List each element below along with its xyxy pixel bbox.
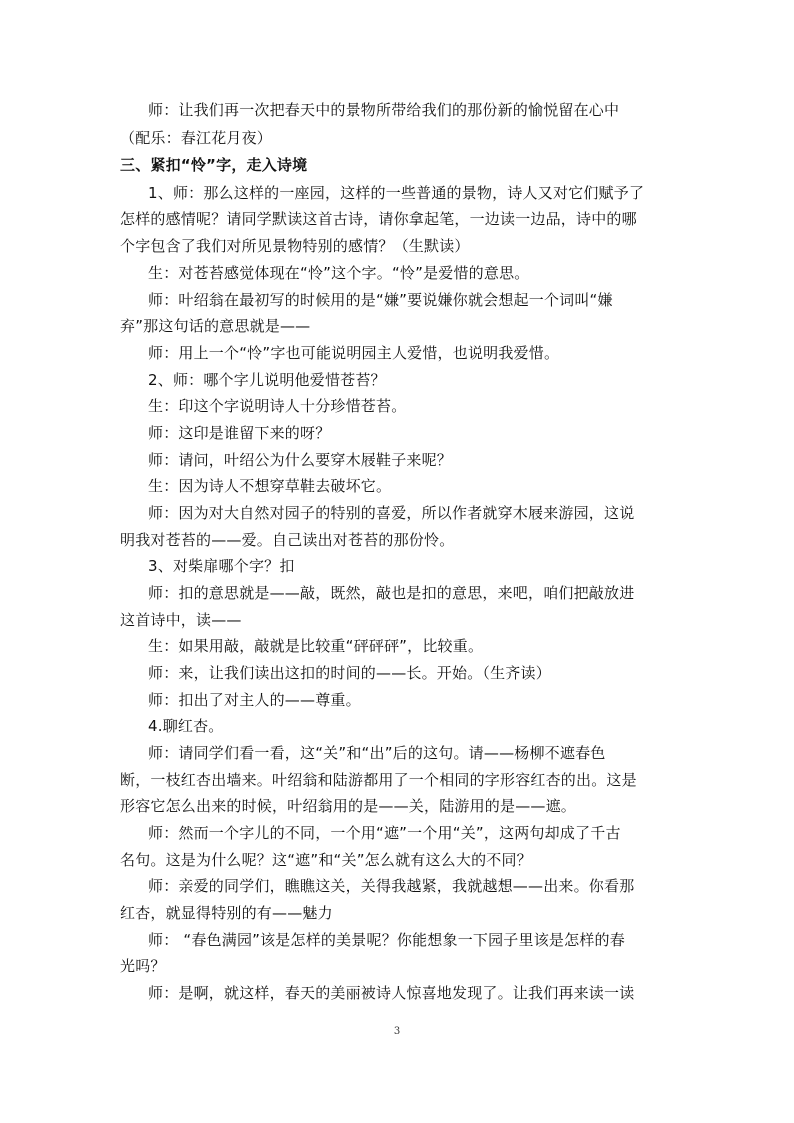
- text-line: 名句。这是为什么呢？这“遮”和“关”怎么就有这么大的不同？: [120, 851, 532, 869]
- section-heading: 三、紧扣“怜”字，走入诗境: [120, 156, 308, 174]
- text-line: 4.聊红杏。: [148, 717, 224, 735]
- text-line: 断，一枝红杏出墙来。叶绍翁和陆游都用了一个相同的字形容红杏的出。这是: [120, 771, 637, 789]
- text-line: （配乐：春江花月夜）: [120, 129, 273, 147]
- text-line: 师：扣的意思就是——敲，既然，敲也是扣的意思，来吧，咱们把敲放进: [148, 584, 635, 602]
- text-line: 3、对柴扉哪个字？扣: [148, 557, 295, 575]
- text-line: 师：是啊，就这样，春天的美丽被诗人惊喜地发现了。让我们再来读一读: [148, 984, 635, 1002]
- text-line: 生：对苍苔感觉体现在“怜”这个字。“怜”是爱惜的意思。: [148, 264, 530, 282]
- text-line: 师：让我们再一次把春天中的景物所带给我们的那份新的愉悦留在心中: [148, 101, 620, 119]
- text-line: 红杏，就显得特别的有——魅力: [120, 904, 333, 922]
- text-line: 师：用上一个“怜”字也可能说明园主人爱惜，也说明我爱惜。: [148, 344, 560, 362]
- text-line: 形容它怎么出来的时候，叶绍翁用的是——关，陆游用的是——遮。: [120, 797, 577, 815]
- text-line: 师：因为对大自然对园子的特别的喜爱，所以作者就穿木屐来游园，这说: [148, 504, 635, 522]
- text-line: 明我对苍苔的——爱。自己读出对苍苔的那份怜。: [120, 531, 455, 549]
- text-line: 师：然而一个字儿的不同，一个用“遮”一个用“关”，这两句却成了千古: [148, 824, 621, 842]
- page-number: 3: [393, 1026, 401, 1037]
- text-line: 光吗？: [120, 957, 166, 975]
- text-line: 生：因为诗人不想穿草鞋去破坏它。: [148, 477, 392, 495]
- text-line: 师：亲爱的同学们，瞧瞧这关，关得我越紧，我就越想——出来。你看那: [148, 877, 635, 895]
- text-line: 这首诗中，读——: [120, 611, 242, 629]
- text-line: 师： “春色满园”该是怎样的美景呢？你能想象一下园子里该是怎样的春: [148, 931, 625, 949]
- text-line: 1、师：那么这样的一座园，这样的一些普通的景物，诗人又对它们赋予了: [148, 184, 645, 202]
- text-line: 2、师：哪个字儿说明他爱惜苍苔？: [148, 371, 386, 389]
- text-line: 师：来，让我们读出这扣的时间的——长。开始。（生齐读）: [148, 664, 551, 682]
- text-line: 师：叶绍翁在最初写的时候用的是“嫌”要说嫌你就会想起一个词叫“嫌: [148, 291, 613, 309]
- text-line: 个字包含了我们对所见景物特别的感情？（生默读）: [120, 237, 470, 255]
- text-line: 师：请同学们看一看，这“关”和“出”后的这句。请——杨柳不遮春色: [148, 744, 606, 762]
- text-line: 师：这印是谁留下来的呀？: [148, 424, 331, 442]
- text-line: 生：如果用敲，敲就是比较重“砰砰砰”，比较重。: [148, 637, 484, 655]
- text-line: 生：印这个字说明诗人十分珍惜苍苔。: [148, 397, 407, 415]
- text-line: 师：请问，叶绍公为什么要穿木屐鞋子来呢？: [148, 451, 453, 469]
- text-line: 弃”那这句话的意思就是——: [120, 317, 311, 335]
- text-line: 师：扣出了对主人的——尊重。: [148, 691, 361, 709]
- text-line: 怎样的感情呢？请同学默读这首古诗，请你拿起笔，一边读一边品，诗中的哪: [120, 210, 637, 228]
